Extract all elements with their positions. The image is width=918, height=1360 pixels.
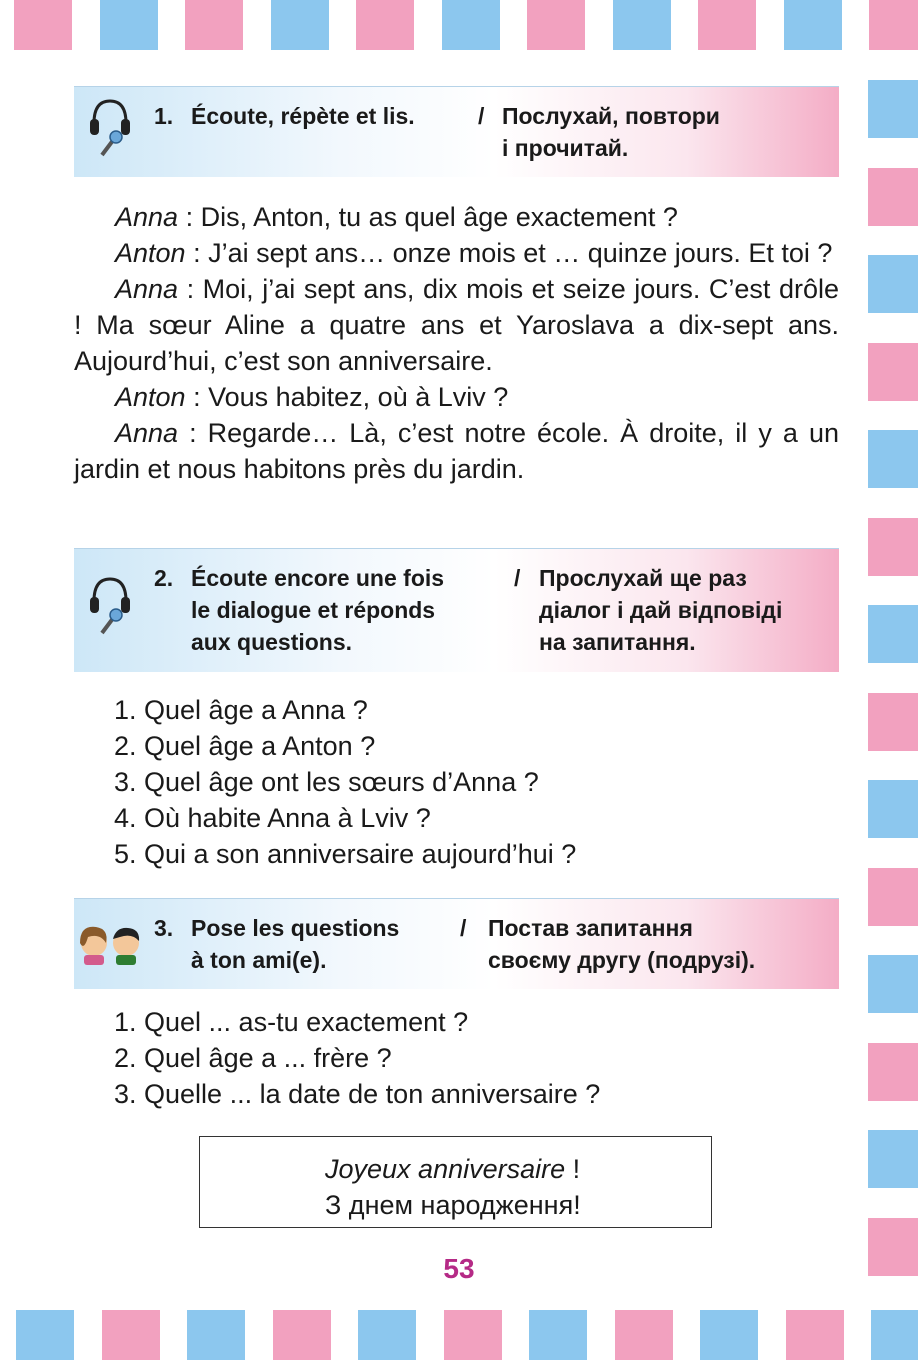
border-square [185, 0, 243, 50]
border-square [869, 0, 918, 50]
border-square [868, 518, 918, 576]
border-square [444, 1310, 502, 1360]
border-square [700, 1310, 758, 1360]
speaker-name: Anna [115, 202, 179, 232]
wish-french-text: Joyeux anniversaire [325, 1154, 566, 1184]
instruction-french: Écoute encore une fois le dialogue et réponds aux questions. [191, 565, 445, 655]
fill-in-list [114, 1004, 600, 1112]
border-square [14, 0, 72, 50]
border-square [271, 0, 329, 50]
border-square [615, 1310, 673, 1360]
list-item: 2. Quel âge a ... frère ? [114, 1043, 392, 1073]
list-item: 5. Qui a son anniversaire aujourd’hui ? [114, 839, 577, 869]
border-square [527, 0, 585, 50]
list-item: 3. Quelle ... la date de ton anniversaire ? [114, 1079, 601, 1109]
question-list [114, 692, 576, 872]
list-item: 4. Où habite Anna à Lviv ? [114, 803, 431, 833]
list-item: 1. Quel ... as-tu exactement ? [114, 1007, 469, 1037]
wish-french-end: ! [565, 1154, 581, 1184]
border-square [356, 0, 414, 50]
headphones-microphone-icon [88, 97, 132, 163]
instruction-ukrainian: Прослухай ще раз діалог і дай відповіді на запитання. [539, 565, 783, 655]
exercise-number: 3. [154, 915, 174, 941]
instruction-ukrainian: Послухай, повтори і прочитай. [502, 103, 720, 161]
border-square [868, 1130, 918, 1188]
border-square [871, 1310, 918, 1360]
speaker-name: Anna [115, 274, 179, 304]
border-square [529, 1310, 587, 1360]
instruction-ukrainian: Постав запитання своєму другу (подрузі). [488, 915, 756, 973]
border-square [868, 1043, 918, 1101]
border-square [100, 0, 158, 50]
wish-french [325, 1151, 711, 1187]
exercise-2-header [74, 548, 839, 672]
border-square [868, 343, 918, 401]
border-square [786, 1310, 844, 1360]
border-square [698, 0, 756, 50]
dialogue-line [74, 415, 839, 487]
border-square [868, 168, 918, 226]
speaker-name: Anna [115, 418, 179, 448]
headphones-microphone-icon [88, 575, 132, 641]
line-text: : Moi, j’ai sept ans, dix mois et seize jours. C’est drôle ! Ma sœur Aline a quatre ans et Yaroslava a dix-sept ans. Aujourd’hui, c’est son anniversaire. [74, 274, 839, 376]
wish-ukrainian: З днем народження! [325, 1190, 581, 1220]
exercise-1-header [74, 86, 839, 177]
border-square [868, 605, 918, 663]
border-square [868, 955, 918, 1013]
border-square [868, 80, 918, 138]
exercise-3-header [74, 898, 839, 989]
border-square [16, 1310, 74, 1360]
border-square [102, 1310, 160, 1360]
border-square [868, 868, 918, 926]
border-square [613, 0, 671, 50]
separator-slash: / [460, 915, 467, 941]
exercise-number: 1. [154, 103, 174, 129]
page-number: 53 [443, 1253, 475, 1284]
speaker-name: Anton [115, 238, 186, 268]
line-text: : J’ai sept ans… onze mois et … quinze jours. Et toi ? [185, 238, 833, 268]
speaker-name: Anton [115, 382, 186, 412]
dialogue-line [74, 271, 839, 379]
two-children-talking-icon [76, 921, 146, 967]
list-item: 2. Quel âge a Anton ? [114, 731, 376, 761]
border-square [784, 0, 842, 50]
dialogue-line [74, 235, 839, 271]
list-item: 3. Quel âge ont les sœurs d’Anna ? [114, 767, 539, 797]
instruction-french: Pose les questions à ton ami(e). [191, 915, 400, 973]
list-item: 1. Quel âge a Anna ? [114, 695, 368, 725]
instruction-french: Écoute, répète et lis. [191, 103, 415, 129]
border-square [358, 1310, 416, 1360]
border-square [868, 693, 918, 751]
dialogue-line [74, 379, 839, 415]
border-square [187, 1310, 245, 1360]
dialogue-line [74, 199, 839, 235]
border-square [868, 780, 918, 838]
border-square [868, 430, 918, 488]
line-text: : Dis, Anton, tu as quel âge exactement ? [178, 202, 678, 232]
border-square [868, 255, 918, 313]
dialogue-text [74, 199, 839, 487]
exercise-number: 2. [154, 565, 174, 591]
border-square [442, 0, 500, 50]
line-text: : Vous habitez, où à Lviv ? [185, 382, 509, 412]
line-text: : Regarde… Là, c’est notre école. À droite, il y a un jardin et nous habitons près du jardin. [74, 418, 839, 484]
birthday-wish-box [199, 1136, 712, 1228]
border-square [273, 1310, 331, 1360]
separator-slash: / [514, 565, 521, 591]
separator-slash: / [478, 103, 485, 129]
